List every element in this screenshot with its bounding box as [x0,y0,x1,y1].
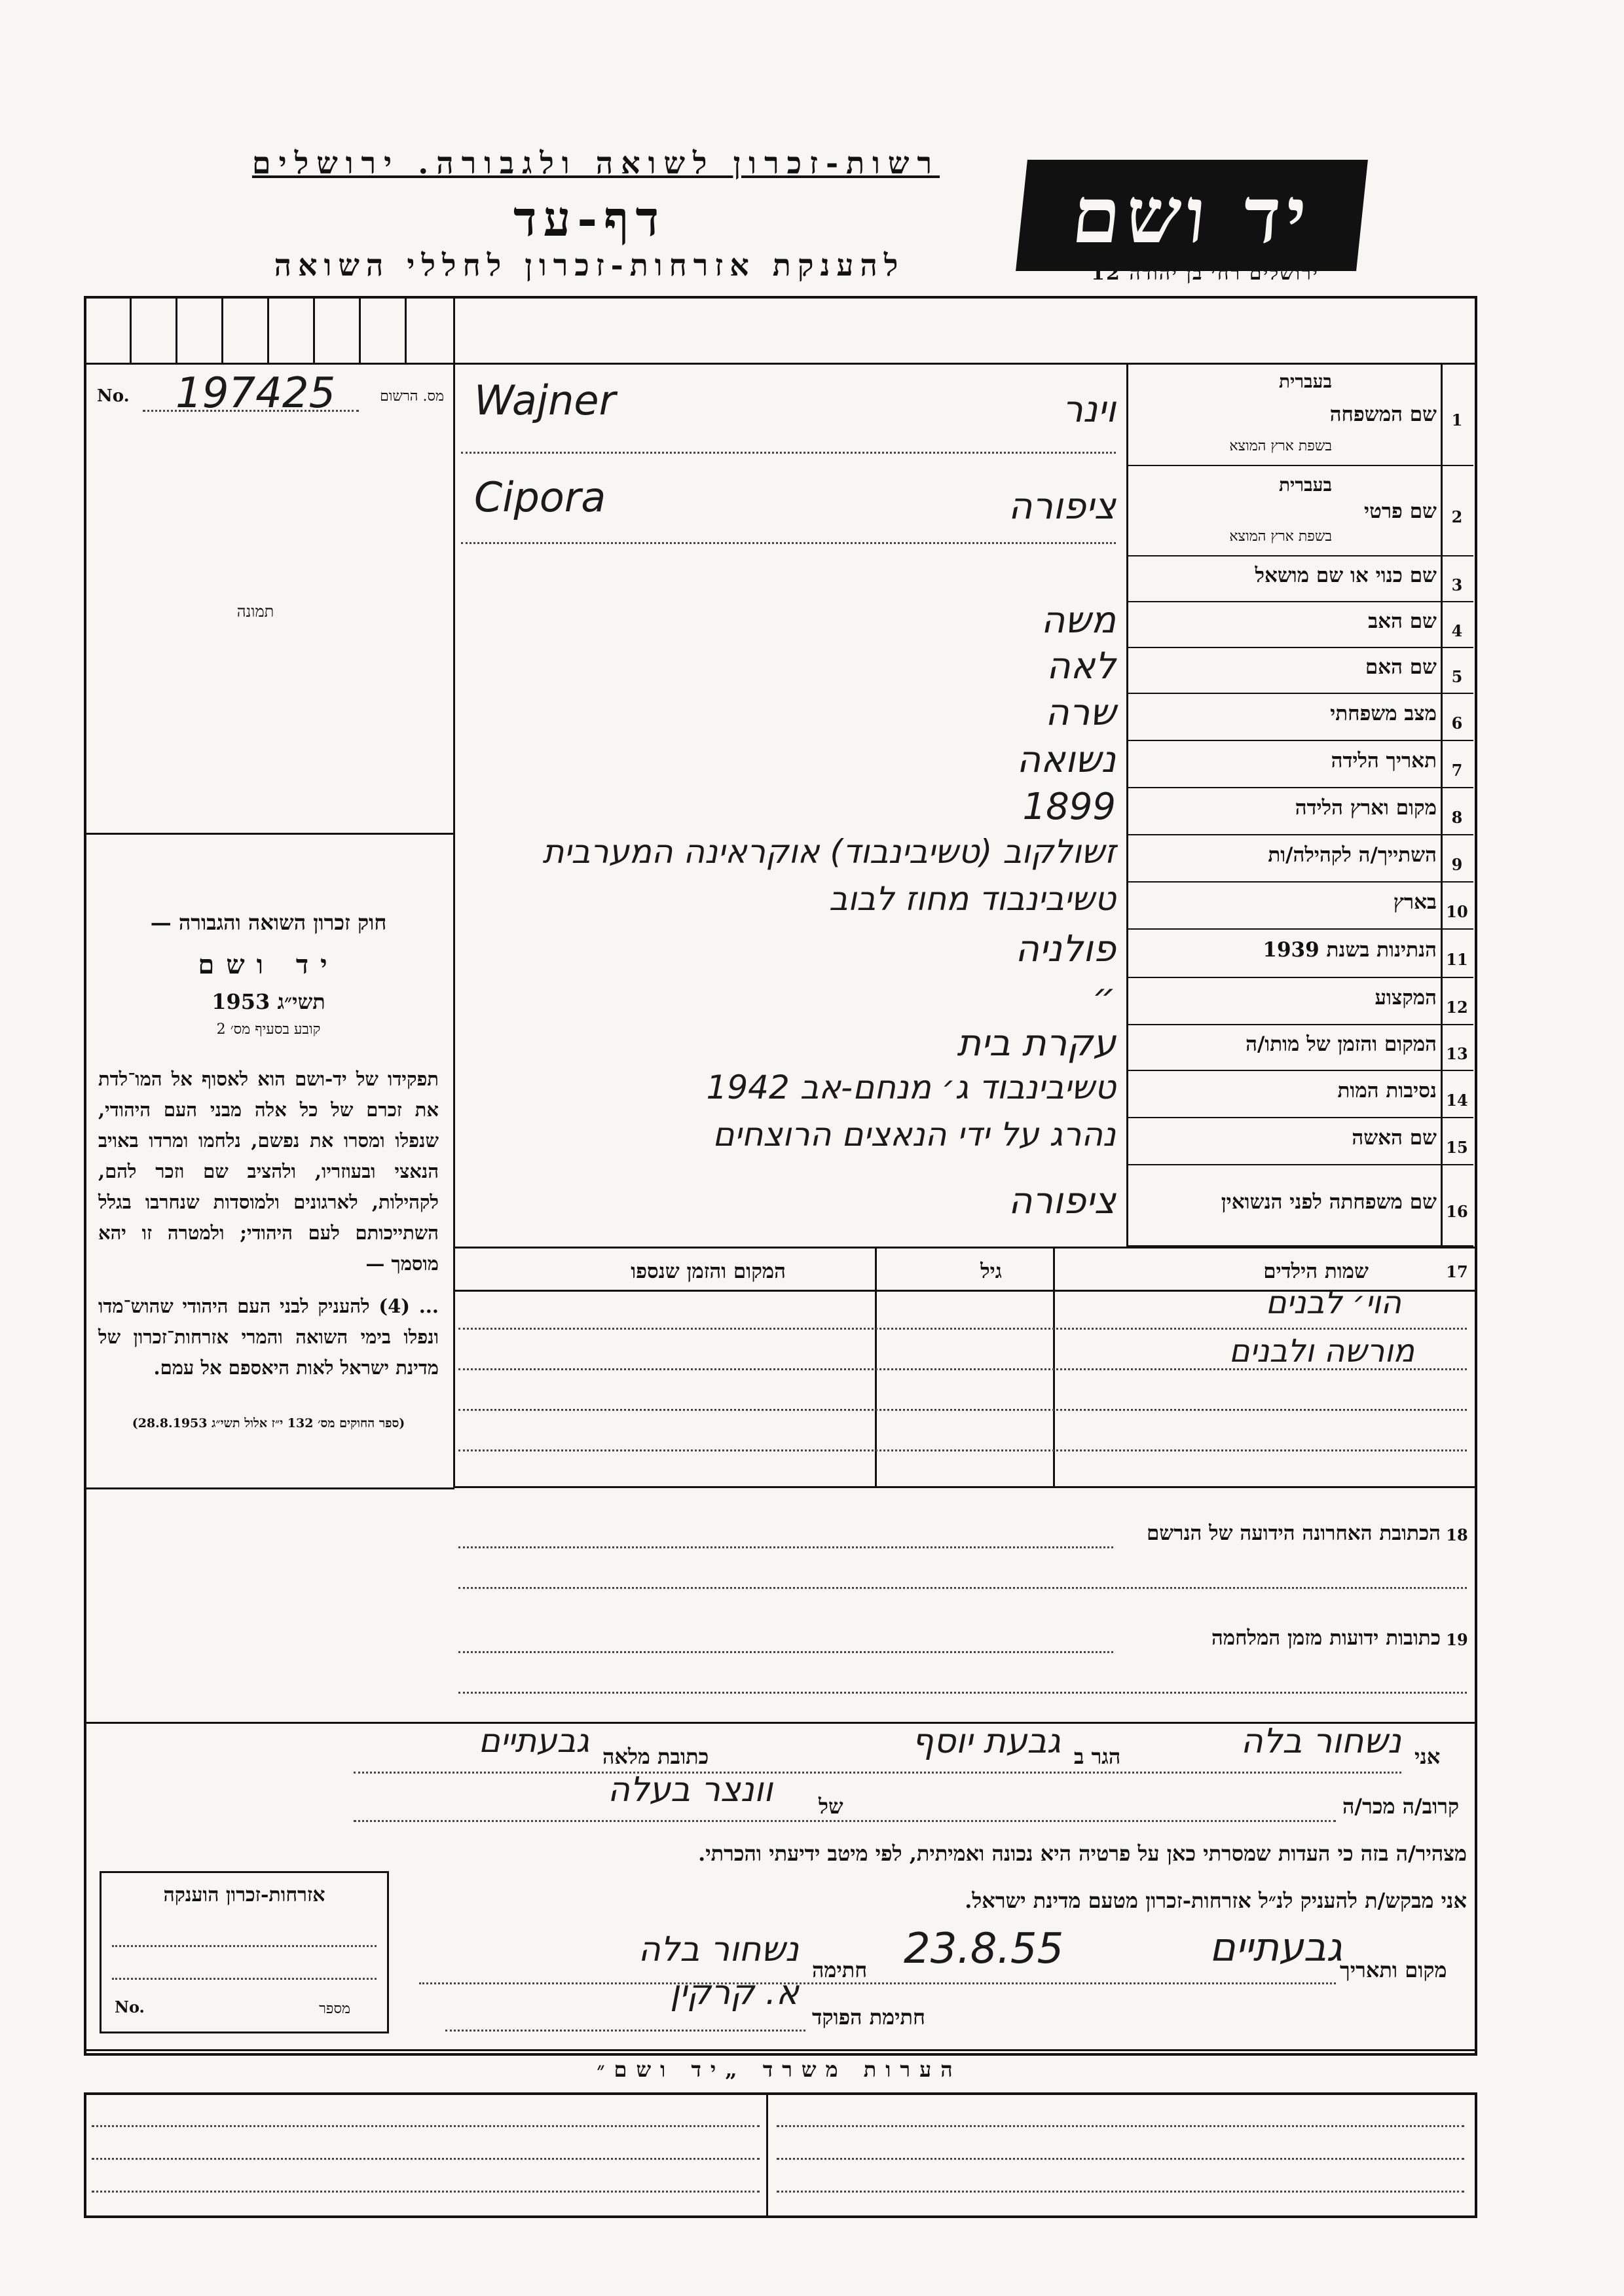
law-paragraph-1: תפקידו של יד-ושם הוא לאסוף אל המו־לדת את זכרם של כל אלה מבני העם היהודי, שנפלו ומסרו את נפשם, נלחמו ומרדו באויב הנאצי ובעוזריו, ולהציב שם וזכר להם, לקהילות, לארגונים ולמוסדות שנחרבו בגלל השתייכותם לעם היהודי; ולמטרה זו יהא מוסמך — [98,1068,439,1275]
field-label: מקום וארץ הלידה [1295,796,1437,820]
field-value: וינר [1062,388,1116,431]
field-row-4 [454,599,1473,648]
law-bottom-line [84,1487,454,1489]
law-title: חוק זכרון השואה והגבורה — [150,910,387,935]
last-address-label: הכתובת האחרונה הידועה של הנרשם [1146,1522,1441,1545]
form-subtitle: להענקת אזרחות-זכרון לחללי השואה [274,247,905,283]
citizenship-line [112,1945,377,1947]
field-value: שרה [1045,691,1116,734]
yad-vashem-logo: יד ושם [1016,160,1368,271]
remarks-label: הערות משרד „יד ושם״ [597,2057,962,2082]
law-year: תשי״ג 1953 [212,989,325,1014]
authority-title: רשות-זכרון לשואה ולגבורה. ירושלים [251,145,940,181]
law-clause: קובע בסעיף מס׳ 2 [216,1021,321,1038]
top-box-divider [267,299,269,363]
war-address-label: כתובות ידועות מזמן המלחמה [1211,1626,1441,1650]
registration-dotted-line [143,410,359,412]
institution-address: ירושלים רח׳ בן יהודה 12 [1091,262,1319,285]
declaration-statement-1: מצהיר/ה בזה כי העדות שמסרתי כאן על פרטיה היא נכונה ואמיתית, לפי מיטב ידיעתי והכרתי. [698,1841,1467,1866]
resides-label: הגר ב [1074,1744,1121,1769]
declaration-line [354,1820,1336,1822]
top-box-divider [359,299,361,363]
hebrew-hint: בעברית [1278,474,1332,496]
remarks-line [92,2191,760,2193]
signature-label: חתימה [812,1958,868,1982]
declarant-label: אני [1414,1744,1441,1769]
law-source: (ספר החוקים מס׳ 132 י״ז אלול תשי״ג 28.8.1953) [132,1416,405,1430]
field-label: שם פרטי [1363,500,1437,523]
top-box-divider [313,299,315,363]
field-value: משה [1041,599,1116,642]
field-value: נשואה [1016,738,1116,781]
clerk-signature: א. קרקין [670,1973,799,2013]
field-row-11 [454,930,1473,978]
children-row-line [458,1409,1467,1411]
registration-label: מס. הרשום [380,388,444,405]
declarant-signature: נשחור בלה [638,1930,799,1969]
field-row-12 [454,975,1473,1025]
field-number: 14 [1446,1091,1468,1110]
field-18-number: 18 [1446,1525,1468,1544]
address-line [458,1546,1113,1548]
address-line [458,1587,1467,1589]
field-number: 15 [1446,1138,1468,1157]
field-value: 1899 [1022,786,1116,828]
field-number: 13 [1446,1044,1468,1063]
law-paragraph-2: ... (4) להעניק לבני העם היהודי שהוש־מדו ונפלו בימי השואה והמרי אזרחות־זכרון של מדינת ישראל לאות היאספם אל עמם. [98,1295,439,1379]
citizenship-no-label: No. [115,1997,145,2016]
field-label: בארץ [1393,890,1437,914]
field-row-6 [454,691,1473,741]
field-row-10 [454,880,1473,930]
field-row-1 [454,363,1473,466]
field-number: 8 [1451,808,1463,827]
children-age-header: גיל [980,1260,1002,1283]
field-value: עקרת בית [957,1022,1116,1065]
field-label: נסיבות המות [1337,1079,1437,1102]
field-dotted-line [461,542,1116,544]
hebrew-hint: בעברית [1278,371,1332,392]
field-row-15 [454,1118,1473,1165]
remarks-line [777,2125,1464,2127]
field-row-14 [454,1068,1473,1118]
field-value-latin: Wajner [474,376,616,424]
remarks-top-line [84,2049,1475,2051]
field-label: השתייך/ה לקהילה/ות [1268,843,1437,867]
declaration-statement-2: אני מבקש/ת להעניק לנ״ל אזרחות-זכרון מטעם מדינת ישראל. [965,1888,1467,1913]
field-value-latin: Cipora [474,473,606,521]
field-label: שם האב [1368,610,1437,633]
citizenship-title: אזרחות-זכרון הוענקה [163,1884,325,1906]
field-number: 1 [1451,410,1463,429]
top-box-divider [130,299,132,363]
origin-language-hint: בשפת ארץ המוצא [1229,438,1332,454]
field-value: ״ [1092,975,1116,1018]
registration-value: 197425 [175,369,336,418]
form-title: דף-עד [513,191,666,247]
field-row-7 [454,738,1473,788]
children-row-line [458,1328,1467,1330]
field-label: שם המשפחה [1329,403,1437,426]
field-value: נהרג על ידי הנאצים הרוצחים [712,1116,1116,1154]
relative-of-value: וונצר בעלה [607,1770,773,1810]
law-box [98,910,439,1431]
remarks-divider [766,2092,768,2215]
field-number: 7 [1451,761,1463,780]
field-number: 6 [1451,714,1463,733]
of-label: של [819,1794,843,1819]
field-number: 5 [1451,667,1463,686]
clerk-signature-line [445,2030,805,2032]
field-value: טשיבינבוד ג׳ מנחם-אב 1942 [706,1068,1116,1106]
field-label: המקום והזמן של מותו/ה [1246,1032,1437,1056]
field-label: תאריך הלידה [1331,749,1437,773]
field-label: שם משפחתה לפני הנשואין [1221,1190,1437,1214]
place-value: גבעתיים [1209,1925,1342,1971]
field-number: 4 [1451,621,1463,640]
remarks-box [84,2092,1477,2218]
clerk-signature-label: חתימת הפוקד [812,2005,925,2030]
remarks-line [777,2158,1464,2160]
place-date-label: מקום ותאריך [1340,1958,1447,1982]
field-row-13 [454,1022,1473,1071]
address-line [458,1651,1113,1653]
field-label: שם האם [1365,655,1437,679]
field-number: 11 [1446,950,1468,969]
address-line [458,1692,1467,1694]
field-value: ציפורה [1008,1180,1116,1222]
field-row-5 [454,645,1473,694]
declarant-name: נשחור בלה [1240,1722,1401,1761]
field-label: שם כנוי או שם מושאל [1255,564,1437,587]
children-number: 17 [1446,1262,1468,1281]
children-top-line [454,1247,1475,1248]
field-value: זשולקוב (טשיבינבוד) אוקראינה המערבית [542,833,1116,871]
resides-value: גבעת יוסף [912,1722,1061,1761]
field-row-9 [454,835,1473,883]
field-number: 2 [1451,507,1463,526]
field-row-3 [454,556,1473,602]
field-label: המקצוע [1375,986,1437,1010]
top-box-divider [221,299,223,363]
origin-language-hint: בשפת ארץ המוצא [1229,528,1332,545]
remarks-line [92,2158,760,2160]
remarks-line [777,2191,1464,2193]
field-label: הנתינות בשנת 1939 [1263,938,1437,962]
registration-number [97,369,444,418]
top-box-divider [405,299,407,363]
field-number: 10 [1446,902,1468,921]
full-address-label: כתובת מלאה [602,1744,709,1769]
relative-label: קרוב/ה מכר/ה [1342,1794,1460,1819]
children-place-header: המקום והזמן שנספו [631,1260,786,1283]
date-value: 23.8.55 [904,1925,1064,1973]
children-row-line [458,1449,1467,1451]
field-label: מצב משפחתי [1330,702,1437,725]
photo-label: תמונה [236,602,274,621]
child-row-2: מורשה ולבנים [1228,1333,1414,1370]
field-row-2 [454,466,1473,556]
field-value: פולניה [1015,928,1116,970]
citizenship-line [112,1978,377,1980]
top-box-divider [175,299,177,363]
photo-bottom-line [84,833,454,835]
field-dotted-line [461,452,1116,454]
no-label: No. [97,386,130,406]
field-value: לאה [1046,645,1116,687]
law-name: יד ושם [198,949,339,980]
field-19-number: 19 [1446,1630,1468,1649]
field-label: שם האשה [1352,1126,1437,1150]
child-row-1: הוי׳ לבנים [1265,1285,1401,1321]
field-value: ציפורה [1008,485,1116,528]
field-number: 9 [1451,855,1463,874]
field-row-8 [454,788,1473,835]
remarks-line [92,2125,760,2127]
field-row-16 [454,1165,1473,1247]
field-number: 3 [1451,575,1463,594]
citizenship-box [100,1871,389,2033]
citizenship-number-label: מספר [319,2001,350,2017]
field-number: 16 [1446,1202,1468,1221]
address-top-line [454,1486,1475,1488]
field-value: טשיבינבוד מחוז לבוב [828,880,1116,918]
field-number: 12 [1446,998,1468,1017]
full-address-value: גבעתיים [478,1722,589,1760]
children-names-header: שמות הילדים [1263,1260,1369,1283]
